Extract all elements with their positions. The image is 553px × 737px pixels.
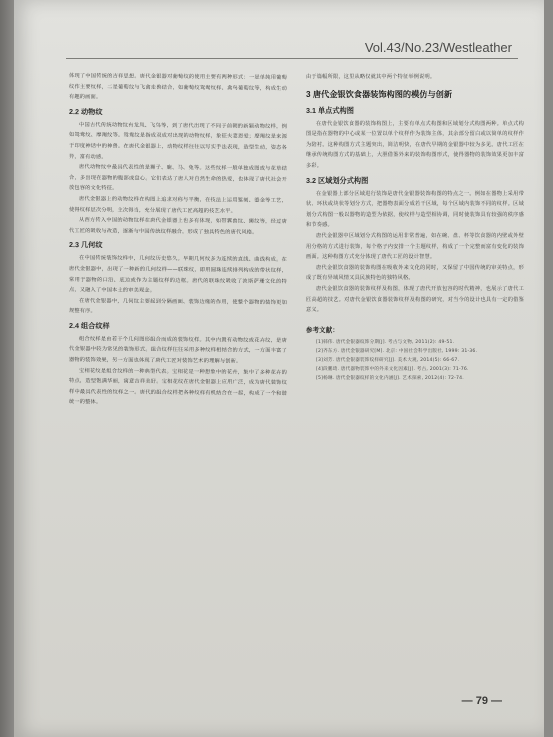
right-column	[306, 72, 524, 383]
reference-item: [4]段鹏琦. 唐代器物装饰中的外来文化因素[J]. 考古, 2001(3): 71-76.	[316, 366, 469, 372]
section-2-2-heading: 2.2 动物纹	[69, 106, 103, 117]
paragraph: 宝相花纹是组合纹样的一种典型代表。宝相花是一种想象中的花卉，集中了多种花卉的特点，造型饱满华丽，寓意吉祥美好。宝相花纹在唐代金银器上应用广泛，成为唐代装饰纹样中最具代表性的纹样之一。唐代的组合纹样把各种纹样有机结合在一起，构成了一个和谐统一的整体。	[69, 367, 287, 406]
section-2-4-heading: 2.4 组合纹样	[69, 320, 110, 331]
binding-gutter	[0, 0, 14, 737]
paragraph: 组合纹样是由若干个几何图形组合而成的装饰纹样。其中内置有动物纹或花卉纹，是唐代金银器中较为常见的装饰形式。组合纹样往往采用多种纹样相结合的方式，一方面丰富了器物的装饰效果，另一方面也体现了唐代工匠对装饰艺术的理解与创新。	[69, 336, 287, 365]
left-intro-paragraph: 体现了中国传统的吉祥思想。唐代金银器对葡萄纹的使用主要有两种形式：一是单纯用葡萄纹作主要纹样，二是葡萄纹与飞禽走兽结合，如葡萄纹鸳鸯纹样、禽鸟葡萄纹等，构成生动有趣的画面。	[69, 73, 287, 101]
paragraph: 唐代金银器中区域划分式构图的运用非常普遍，如在碗、盘、杯等饮食器的内壁或外壁用分格的方式进行装饰，每个格子内安排一个主题纹样，构成了一个完整而富有变化的装饰画面。这种构图方式充分体现了唐代工匠的设计智慧。	[306, 232, 524, 261]
journal-page	[14, 0, 544, 737]
paragraph: 在中国传统装饰纹样中，几何纹历史悠久。早期几何纹多为连续的直线、曲线构成。在唐代金银器中，出现了一种新的几何纹样——联珠纹，即用圆珠连续排列构成的带状纹样，常用于器物的口沿、底边或作为主题纹样的边框。唐代的联珠纹吸收了波斯萨珊文化的特点，又融入了中国本土的审美观念。	[69, 255, 287, 294]
paragraph: 在唐代金银器中，几何纹主要起到分隔画面、装饰边缘的作用，使整个器物的装饰更加规整有序。	[69, 297, 287, 315]
paragraph: 唐代金银饮食器的装饰构图在吸收外来文化的同时，又保留了中国传统的审美特点，形成了既有异域风情又具民族特色的独特风格。	[306, 264, 524, 282]
paragraph: 在唐代金银饮食器的装饰构图上，主要有单点式构图和区域划分式构图两种。单点式构图是指在器物的中心或某一位置以单个纹样作为装饰主体，其余部分留白或以简单的纹样作为陪衬。这种构图方式主题突出，简洁明快，在唐代早期的金银器中较为多见。唐代工匠在继承传统构图方式的基础上，大胆借鉴外来的装饰构图形式，使得器物的装饰效果更加丰富多彩。	[306, 120, 524, 169]
section-3-1-heading: 3.1 单点式构图	[306, 105, 354, 115]
page-number: — 79 —	[461, 695, 502, 707]
left-column	[69, 71, 287, 410]
journal-header: Vol.43/No.23/Westleather	[364, 40, 512, 55]
paragraph: 唐代金银器上的动物纹样在构图上追求对称与平衡，在技法上运用錾刻、鎏金等工艺，使得纹样层次分明，主次得当，充分展现了唐代工匠高超的技艺水平。	[69, 196, 287, 215]
paragraph: 中国古代传统动物纹有龙凤、飞鸟等，到了唐代出现了不同于前朝的新颖动物纹样，例如鸳鸯纹、摩羯纹等。鸳鸯纹是指成双成对出现的动物纹样，象征夫妻恩爱；摩羯纹是来源于印度神话中的神兽。在唐代金银器上，动物纹样往往以写实手法表现，造型生动，姿态各异，富有动感。	[69, 121, 287, 160]
section-3-heading: 3 唐代金银饮食器装饰构图的模仿与创新	[306, 89, 453, 99]
reference-item: [1]韩伟. 唐代金银器纹饰分期[J]. 考古与文物, 2011(2): 49-51.	[316, 339, 455, 345]
section-2-3-heading: 2.3 几何纹	[69, 240, 103, 250]
paragraph: 在金银器上部分区域进行装饰是唐代金银器装饰构图的特点之一。例如在器物上采用带状、环状或块状等划分方式，把器物表面分成若干区域，每个区域内装饰不同的纹样。区域划分式构图一般以器物的造型为依据，使纹样与造型相协调，同时使装饰具有较强的秩序感和节奏感。	[306, 190, 524, 229]
section-3-2-heading: 3.2 区域划分式构图	[306, 175, 369, 185]
reference-item: [2]齐东方. 唐代金银器研究[M]. 北京: 中国社会科学出版社, 1999: 31-36.	[316, 348, 478, 354]
header-rule	[66, 58, 518, 59]
reference-item: [5]杨琳. 唐代金银器纹样的文化内涵[J]. 艺术探索, 2012(4): 72-74.	[316, 375, 464, 381]
conclusion-paragraph: 唐代金银饮食器的装饰纹样及构图，体现了唐代开放包容的时代精神，也展示了唐代工匠高超的技艺。对唐代金银饮食器装饰纹样及构图的研究，对当今的设计也具有一定的借鉴意义。	[306, 285, 524, 314]
reference-item: [3]刘芳. 唐代金银器装饰纹样研究[J]. 美术大观, 2014(5): 66-67.	[316, 357, 460, 363]
paragraph: 唐代动物纹中最具代表性的是狮子、鹿、马、兔等。这些纹样一般单独成图或与花草结合，多出现在器物的腹部或盘心。它们表达了唐人对自然生命的热爱，也体现了唐代社会开放包容的文化特征。	[69, 164, 287, 192]
right-intro-paragraph: 由于篇幅所限，这里从略仅就其中两个特征举例说明。	[306, 74, 436, 80]
references-heading: 参考文献：	[306, 326, 339, 334]
paragraph: 从西方传入中国的动物纹样在唐代金银器上也多有体现，如带翼兽纹、狮纹等，经过唐代工匠的吸收与改造，逐渐与中国传统纹样融合，形成了独具特色的唐代风格。	[69, 217, 287, 236]
